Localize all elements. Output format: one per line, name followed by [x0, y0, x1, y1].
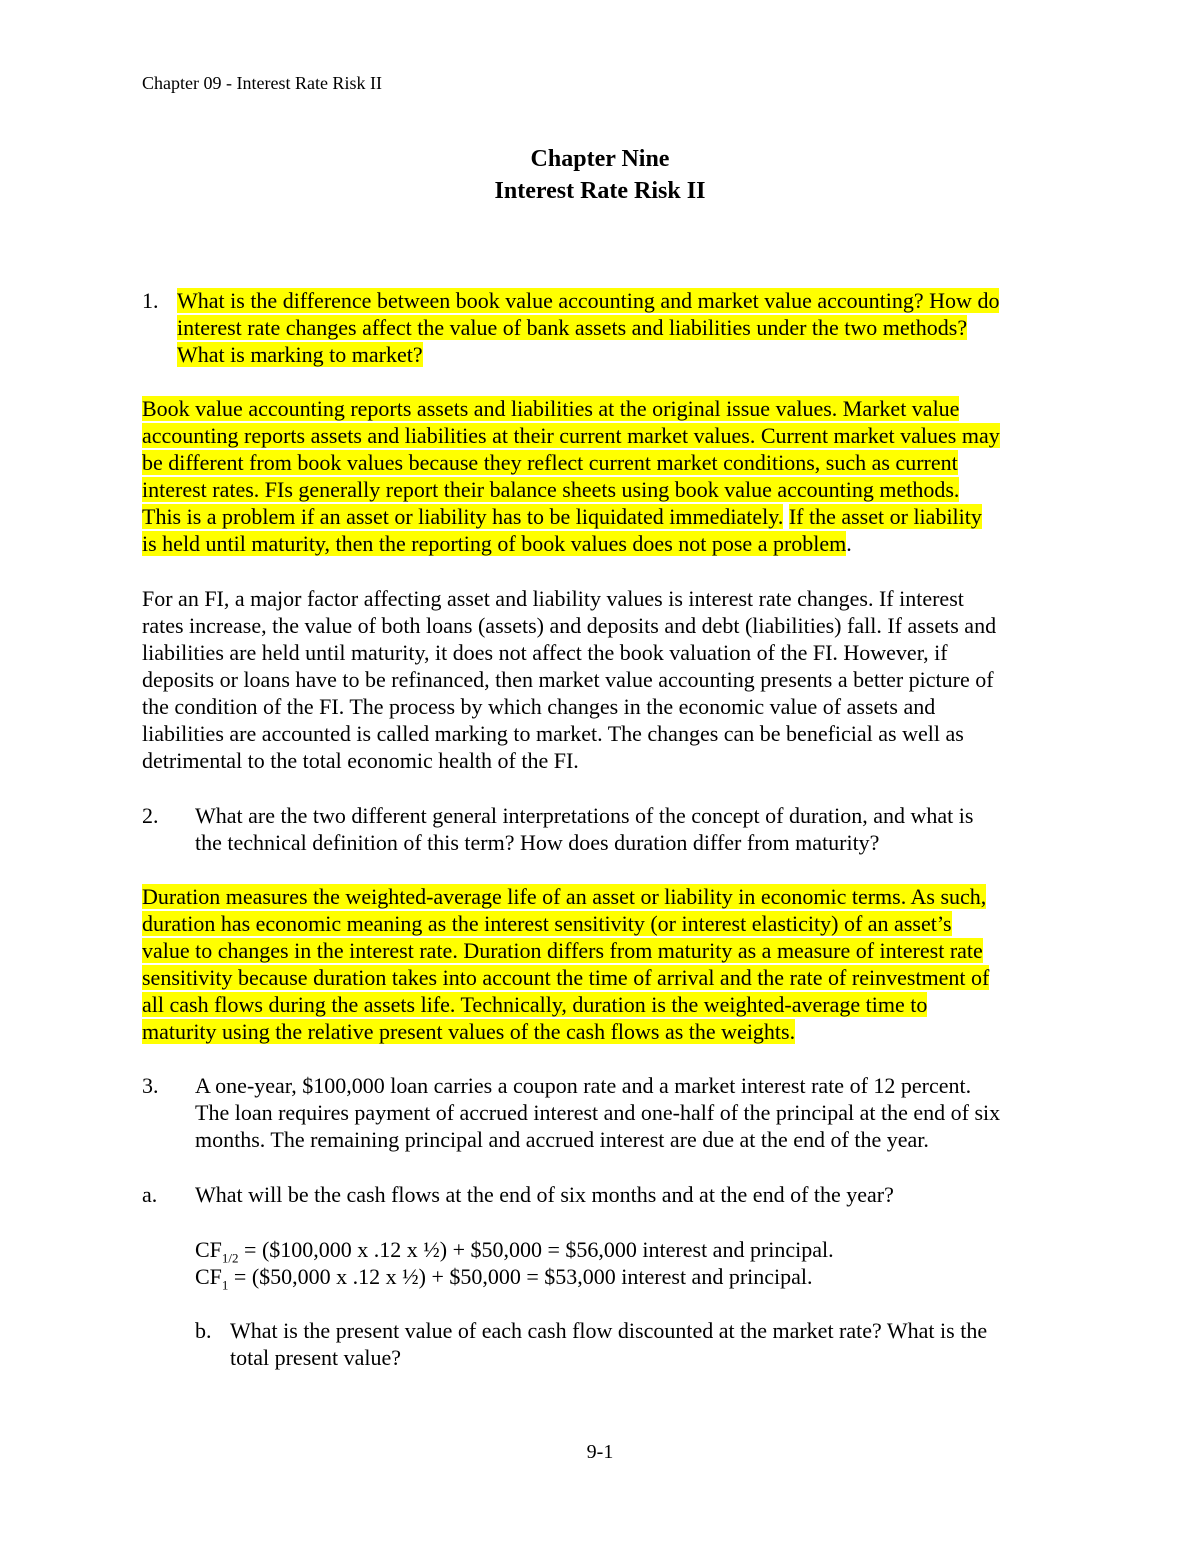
question-1-line: What is marking to market?: [177, 342, 423, 367]
answer-line: liabilities are held until maturity, it does not affect the book valuation of the FI. However, if: [142, 640, 948, 665]
answer-line: sensitivity because duration takes into account the time of arrival and the rate of reinvestment of: [142, 965, 990, 990]
answer-line: Book value accounting reports assets and liabilities at the original issue values. Market value: [142, 396, 960, 421]
part-b-line: What is the present value of each cash flow discounted at the market rate? What is the: [230, 1318, 988, 1343]
part-a-question: What will be the cash flows at the end of six months and at the end of the year?: [195, 1182, 894, 1207]
answer-line: If the asset or liability: [788, 504, 982, 529]
answer-line: be different from book values because they reflect current market conditions, such as current: [142, 450, 958, 475]
answer-line: is held until maturity, then the reporting of book values does not pose a problem: [142, 531, 847, 556]
part-b-label: b.: [195, 1318, 212, 1343]
answer-line: value to changes in the interest rate. Duration differs from maturity as a measure of interest rate: [142, 938, 983, 963]
answer-line: the condition of the FI. The process by which changes in the economic value of assets and: [142, 694, 936, 719]
answer-line: duration has economic meaning as the interest sensitivity (or interest elasticity) of an asset’s: [142, 911, 952, 936]
answer-line-end: .: [846, 531, 852, 556]
question-1-number: 1.: [142, 288, 159, 313]
question-3-number: 3.: [142, 1073, 159, 1098]
answer-line: interest rates. FIs generally report their balance sheets using book value accounting methods.: [142, 477, 960, 502]
page-number: 9-1: [586, 1441, 614, 1463]
part-b-line: total present value?: [230, 1345, 402, 1370]
answer-line: This is a problem if an asset or liability has to be liquidated immediately.: [142, 504, 784, 529]
question-3-line: The loan requires payment of accrued interest and one-half of the principal at the end of six: [195, 1100, 1001, 1125]
question-3-line: A one-year, $100,000 loan carries a coupon rate and a market interest rate of 12 percent.: [195, 1073, 972, 1098]
question-3-line: months. The remaining principal and accrued interest are due at the end of the year.: [195, 1127, 929, 1152]
answer-line: Duration measures the weighted-average life of an asset or liability in economic terms. As such,: [142, 884, 987, 909]
answer-line: all cash flows during the assets life. Technically, duration is the weighted-average time to: [142, 992, 928, 1017]
cash-flow-equation-1: $CF_{1/2}$ = ($100,000 x .12 x ½) + $50,000 = $56,000 interest and principal.: [195, 1237, 834, 1266]
question-2-line: What are the two different general interpretations of the concept of duration, and what is: [195, 803, 974, 828]
question-2-line: the technical definition of this term? How does duration differ from maturity?: [195, 830, 880, 855]
running-header: Chapter 09 - Interest Rate Risk II: [142, 73, 382, 93]
answer-line: maturity using the relative present values of the cash flows as the weights.: [142, 1019, 796, 1044]
chapter-title: Chapter Nine: [530, 146, 670, 172]
chapter-subtitle: Interest Rate Risk II: [494, 178, 706, 204]
answer-line: detrimental to the total economic health of the FI.: [142, 748, 579, 773]
answer-line: liabilities are accounted is called marking to market. The changes can be beneficial as well as: [142, 721, 964, 746]
cash-flow-equation-2: $CF_1$ = ($50,000 x .12 x ½) + $50,000 = $53,000 interest and principal.: [195, 1264, 813, 1293]
question-1-line: What is the difference between book value accounting and market value accounting? How do: [177, 288, 1000, 313]
answer-line: deposits or loans have to be refinanced, then market value accounting presents a better picture of: [142, 667, 994, 692]
part-a-label: a.: [142, 1182, 158, 1207]
answer-line: rates increase, the value of both loans (assets) and deposits and debt (liabilities) fall. If assets and: [142, 613, 997, 638]
question-2-number: 2.: [142, 803, 159, 828]
answer-line: accounting reports assets and liabilities at their current market values. Current market values may: [142, 423, 1000, 448]
answer-line: For an FI, a major factor affecting asset and liability values is interest rate changes. If interest: [142, 586, 964, 611]
question-1-line: interest rate changes affect the value of bank assets and liabilities under the two methods?: [177, 315, 968, 340]
